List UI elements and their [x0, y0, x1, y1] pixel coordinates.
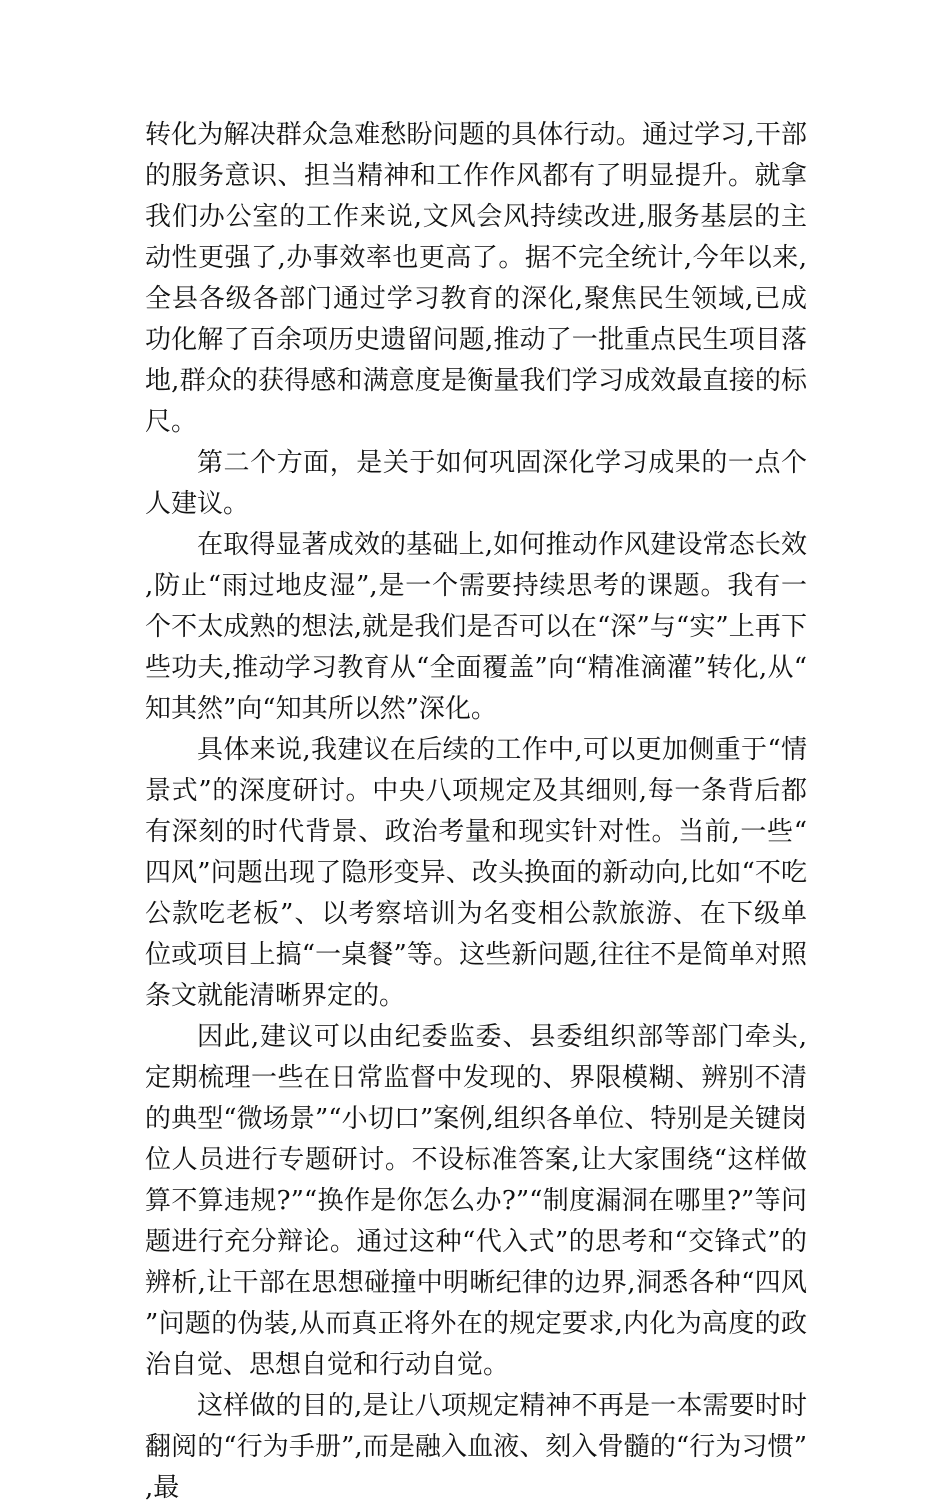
- paragraph-scenario-discussion: 具体来说,我建议在后续的工作中,可以更加侧重于“情景式”的深度研讨。中央八项规定及其细则,每一条背后都有深刻的时代背景、政治考量和现实针对性。当前,一些“四风”问题出现了隐形变异、改头换面的新动向,比如“不吃公款吃老板”、以考察培训为名变相公款旅游、在下级单位或项目上搞“一桌餐”等。这些新问题,往往不是简单对照条文就能清晰界定的。: [145, 735, 807, 1011]
- paragraph-case-study-proposal: 因此,建议可以由纪委监委、县委组织部等部门牵头,定期梳理一些在日常监督中发现的、界限模糊、辨别不清的典型“微场景”“小切口”案例,组织各单位、特别是关键岗位人员进行专题研讨。不设标准答案,让大家围绕“这样做算不算违规?”“换作是你怎么办?”“制度漏洞在哪里?”等问题进行充分辩论。通过这种“代入式”的思考和“交锋式”的辨析,让干部在思想碰撞中明晰纪律的边界,洞悉各种“四风”问题的伪装,从而真正将外在的规定要求,内化为高度的政治自觉、思想自觉和行动自觉。: [145, 1022, 807, 1380]
- paragraph-purpose: 这样做的目的,是让八项规定精神不再是一本需要时时翻阅的“行为手册”,而是融入血液、刻入骨髓的“行为习惯”,最: [145, 1391, 807, 1503]
- paragraph-suggestion-intro: 在取得显著成效的基础上,如何推动作风建设常态长效,防止“雨过地皮湿”,是一个需要持续思考的课题。我有一个不太成熟的想法,就是我们是否可以在“深”与“实”上再下些功夫,推动学习教育从“全面覆盖”向“精准滴灌”转化,从“知其然”向“知其所以然”深化。: [145, 530, 807, 724]
- paragraph-second-aspect: 第二个方面，是关于如何巩固深化学习成果的一点个人建议。: [145, 448, 807, 519]
- paragraph-continuation: 转化为解决群众急难愁盼问题的具体行动。通过学习,干部的服务意识、担当精神和工作作风都有了明显提升。就拿我们办公室的工作来说,文风会风持续改进,服务基层的主动性更强了,办事效率也更高了。据不完全统计,今年以来,全县各级各部门通过学习教育的深化,聚焦民生领域,已成功化解了百余项历史遗留问题,推动了一批重点民生项目落地,群众的获得感和满意度是衡量我们学习成效最直接的标尺。: [145, 120, 807, 437]
- document-page: [145, 115, 807, 1509]
